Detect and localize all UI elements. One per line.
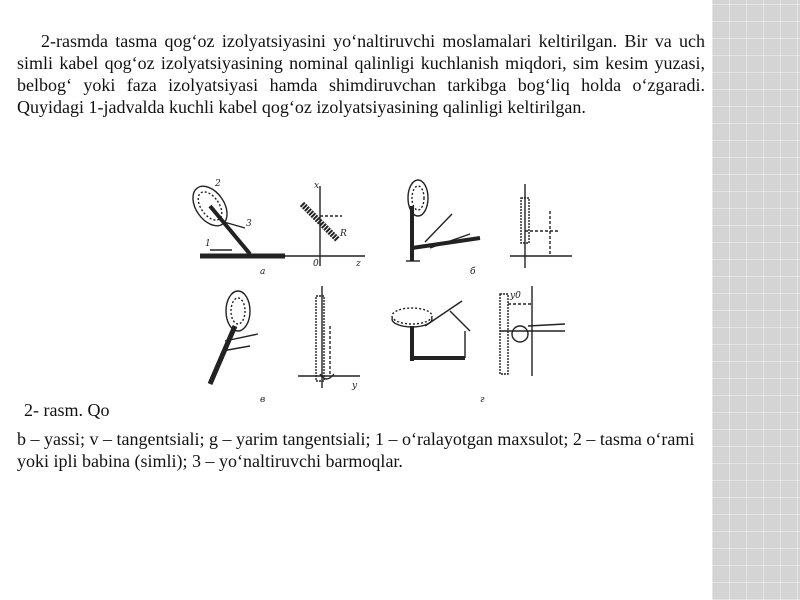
figure-legend: b – yassi; v – tangentsiali; g – yarim tangentsiali; 1 – o‘ralayotgan maxsulot; 2 – tasma o‘rami yoki ipli babina (simli); 3 – yo‘naltiruvchi barmoqlar.: [17, 429, 695, 471]
axis-label-origin: 0: [313, 259, 319, 269]
axis-label-y: y: [352, 381, 358, 391]
axis-label-z: z: [356, 259, 361, 269]
panel-b-drawing: [406, 180, 480, 261]
panel-g-drawing: [392, 301, 470, 361]
axis-label-y0: y0: [510, 291, 521, 301]
part-label-2: 2: [215, 179, 221, 189]
panel-v-axes: [298, 286, 360, 388]
figure-2-guiding-devices: [180, 176, 580, 406]
part-label-3: 3: [246, 219, 252, 229]
decorative-side-panel: [712, 0, 800, 600]
figure-caption: 2- rasm. Qo: [24, 400, 110, 420]
panel-v-drawing: [210, 291, 258, 384]
panel-label-a: a: [260, 267, 266, 277]
panel-label-b: б: [470, 267, 476, 277]
intro-paragraph: 2-rasmda tasma qog‘oz izolyatsiyasini yo‘naltiruvchi moslamalari keltirilgan. Bir va uch simli kabel qog‘oz izolyatsiyasining nominal qalinligi kuchlanish miqdori, sim kesim yuzasi, belbog‘ yoki faza izolyatsiyasi hamda shimdiruvchan tarkibga bog‘liq holda o‘zgaradi. Quyidagi 1-jadvalda kuchli kabel qog‘oz izolyatsiyasining qalinligi keltirilgan.: [17, 31, 705, 117]
figure-labels: [205, 179, 521, 405]
axis-label-x: x: [314, 181, 320, 191]
panel-a-axes: [280, 186, 365, 266]
panel-a-drawing: [186, 180, 285, 256]
panel-b-axes: [510, 184, 572, 268]
panel-label-g: г: [480, 395, 485, 405]
axis-label-r: R: [340, 229, 347, 239]
part-label-1: 1: [205, 239, 211, 249]
panel-label-v: в: [260, 395, 266, 405]
